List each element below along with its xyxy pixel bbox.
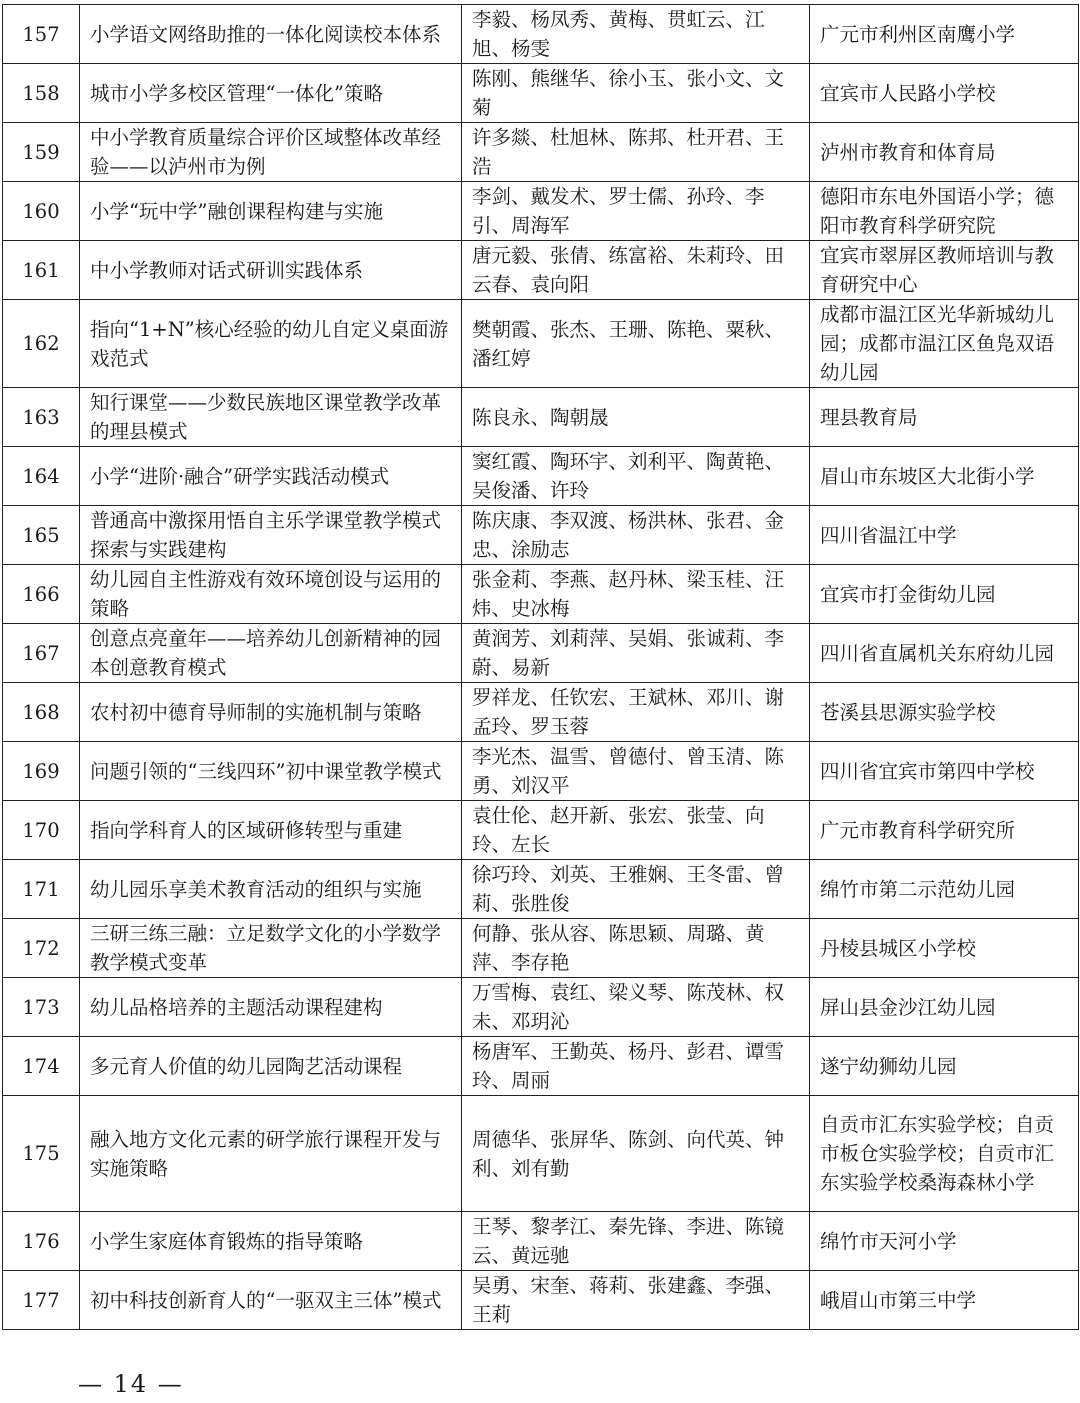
cell-authors: 李毅、杨凤秀、黄梅、贯虹云、江旭、杨雯: [462, 5, 810, 64]
cell-number: 173: [3, 978, 80, 1037]
cell-title: 小学“玩中学”融创课程构建与实施: [80, 182, 462, 241]
cell-authors: 万雪梅、袁红、梁义琴、陈茂林、权未、邓玥沁: [462, 978, 810, 1037]
cell-unit: 成都市温江区光华新城幼儿园；成都市温江区鱼凫双语幼儿园: [810, 300, 1079, 388]
table-row: [3, 388, 1079, 447]
cell-authors: 陈庆康、李双渡、杨洪林、张君、金忠、涂励志: [462, 506, 810, 565]
table-row: [3, 182, 1079, 241]
cell-title: 创意点亮童年——培养幼儿创新精神的园本创意教育模式: [80, 624, 462, 683]
cell-title: 指向学科育人的区域研修转型与重建: [80, 801, 462, 860]
cell-title: 中小学教育质量综合评价区域整体改革经验——以泸州市为例: [80, 123, 462, 182]
cell-authors: 唐元毅、张倩、练富裕、朱莉玲、田云春、袁向阳: [462, 241, 810, 300]
cell-authors: 周德华、张屏华、陈剑、向代英、钟利、刘有勤: [462, 1096, 810, 1212]
cell-number: 161: [3, 241, 80, 300]
cell-title: 知行课堂——少数民族地区课堂教学改革的理县模式: [80, 388, 462, 447]
cell-authors: 徐巧玲、刘英、王雅娴、王冬雷、曾莉、张胜俊: [462, 860, 810, 919]
cell-authors: 陈刚、熊继华、徐小玉、张小文、文菊: [462, 64, 810, 123]
cell-number: 165: [3, 506, 80, 565]
cell-number: 174: [3, 1037, 80, 1096]
table-row: [3, 1096, 1079, 1212]
table-row: [3, 64, 1079, 123]
cell-number: 162: [3, 300, 80, 388]
cell-title: 融入地方文化元素的研学旅行课程开发与实施策略: [80, 1096, 462, 1212]
cell-authors: 李剑、戴发术、罗士儒、孙玲、李引、周海军: [462, 182, 810, 241]
table-body: [3, 5, 1079, 1330]
cell-unit: 广元市利州区南鹰小学: [810, 5, 1079, 64]
cell-unit: 四川省温江中学: [810, 506, 1079, 565]
cell-number: 177: [3, 1271, 80, 1330]
cell-authors: 罗祥龙、任钦宏、王斌林、邓川、谢孟玲、罗玉蓉: [462, 683, 810, 742]
cell-title: 普通高中激探用悟自主乐学课堂教学模式探索与实践建构: [80, 506, 462, 565]
cell-number: 164: [3, 447, 80, 506]
table-row: [3, 683, 1079, 742]
cell-title: 城市小学多校区管理“一体化”策略: [80, 64, 462, 123]
table-row: [3, 1271, 1079, 1330]
cell-authors: 窦红霞、陶环宇、刘利平、陶黄艳、吴俊潘、许玲: [462, 447, 810, 506]
cell-unit: 德阳市东电外国语小学；德阳市教育科学研究院: [810, 182, 1079, 241]
cell-title: 幼儿品格培养的主题活动课程建构: [80, 978, 462, 1037]
table-row: [3, 978, 1079, 1037]
table-row: [3, 123, 1079, 182]
cell-unit: 屏山县金沙江幼儿园: [810, 978, 1079, 1037]
cell-title: 多元育人价值的幼儿园陶艺活动课程: [80, 1037, 462, 1096]
cell-number: 166: [3, 565, 80, 624]
cell-unit: 苍溪县思源实验学校: [810, 683, 1079, 742]
cell-number: 171: [3, 860, 80, 919]
table-row: [3, 1212, 1079, 1271]
cell-title: 初中科技创新育人的“一驱双主三体”模式: [80, 1271, 462, 1330]
cell-unit: 泸州市教育和体育局: [810, 123, 1079, 182]
cell-authors: 袁仕伦、赵开新、张宏、张莹、向玲、左长: [462, 801, 810, 860]
cell-unit: 绵竹市天河小学: [810, 1212, 1079, 1271]
table-row: [3, 300, 1079, 388]
table-row: [3, 447, 1079, 506]
cell-authors: 黄润芳、刘莉萍、吴娟、张诚莉、李蔚、易新: [462, 624, 810, 683]
cell-title: 指向“1+N”核心经验的幼儿自定义桌面游戏范式: [80, 300, 462, 388]
cell-authors: 张金莉、李燕、赵丹林、梁玉桂、汪炜、史冰梅: [462, 565, 810, 624]
cell-title: 三研三练三融：立足数学文化的小学数学教学模式变革: [80, 919, 462, 978]
cell-title: 幼儿园自主性游戏有效环境创设与运用的策略: [80, 565, 462, 624]
cell-number: 163: [3, 388, 80, 447]
cell-title: 幼儿园乐享美术教育活动的组织与实施: [80, 860, 462, 919]
cell-authors: 许多燚、杜旭林、陈邦、杜开君、王浩: [462, 123, 810, 182]
cell-number: 176: [3, 1212, 80, 1271]
table-row: [3, 1037, 1079, 1096]
table-row: [3, 742, 1079, 801]
cell-number: 175: [3, 1096, 80, 1212]
cell-authors: 吴勇、宋奎、蒋莉、张建鑫、李强、王莉: [462, 1271, 810, 1330]
cell-unit: 丹棱县城区小学校: [810, 919, 1079, 978]
cell-number: 167: [3, 624, 80, 683]
table-row: [3, 624, 1079, 683]
cell-title: 中小学教师对话式研训实践体系: [80, 241, 462, 300]
table-row: [3, 506, 1079, 565]
cell-number: 169: [3, 742, 80, 801]
cell-unit: 理县教育局: [810, 388, 1079, 447]
cell-number: 170: [3, 801, 80, 860]
cell-number: 157: [3, 5, 80, 64]
table-row: [3, 919, 1079, 978]
achievements-table: [2, 4, 1079, 1330]
cell-authors: 李光杰、温雪、曾德付、曾玉清、陈勇、刘汉平: [462, 742, 810, 801]
cell-authors: 王琴、黎孝江、秦先锋、李进、陈镜云、黄远驰: [462, 1212, 810, 1271]
table-row: [3, 565, 1079, 624]
cell-number: 168: [3, 683, 80, 742]
table-row: [3, 801, 1079, 860]
cell-unit: 四川省宜宾市第四中学校: [810, 742, 1079, 801]
table-row: [3, 5, 1079, 64]
cell-title: 农村初中德育导师制的实施机制与策略: [80, 683, 462, 742]
cell-title: 小学语文网络助推的一体化阅读校本体系: [80, 5, 462, 64]
table-row: [3, 241, 1079, 300]
cell-title: 小学“进阶·融合”研学实践活动模式: [80, 447, 462, 506]
cell-authors: 杨唐军、王勤英、杨丹、彭君、谭雪玲、周丽: [462, 1037, 810, 1096]
cell-unit: 广元市教育科学研究所: [810, 801, 1079, 860]
cell-unit: 峨眉山市第三中学: [810, 1271, 1079, 1330]
table-row: [3, 860, 1079, 919]
cell-number: 159: [3, 123, 80, 182]
cell-unit: 绵竹市第二示范幼儿园: [810, 860, 1079, 919]
page-number: — 14 —: [78, 1370, 184, 1398]
cell-unit: 宜宾市翠屏区教师培训与教育研究中心: [810, 241, 1079, 300]
cell-authors: 陈良永、陶朝晟: [462, 388, 810, 447]
cell-number: 172: [3, 919, 80, 978]
cell-unit: 宜宾市打金街幼儿园: [810, 565, 1079, 624]
cell-unit: 眉山市东坡区大北街小学: [810, 447, 1079, 506]
cell-unit: 自贡市汇东实验学校；自贡市板仓实验学校；自贡市汇东实验学校桑海森林小学: [810, 1096, 1079, 1212]
cell-unit: 遂宁幼狮幼儿园: [810, 1037, 1079, 1096]
cell-unit: 四川省直属机关东府幼儿园: [810, 624, 1079, 683]
cell-authors: 樊朝霞、张杰、王珊、陈艳、粟秋、潘红婷: [462, 300, 810, 388]
cell-unit: 宜宾市人民路小学校: [810, 64, 1079, 123]
cell-number: 158: [3, 64, 80, 123]
cell-title: 问题引领的“三线四环”初中课堂教学模式: [80, 742, 462, 801]
cell-number: 160: [3, 182, 80, 241]
cell-authors: 何静、张从容、陈思颖、周璐、黄萍、李存艳: [462, 919, 810, 978]
cell-title: 小学生家庭体育锻炼的指导策略: [80, 1212, 462, 1271]
